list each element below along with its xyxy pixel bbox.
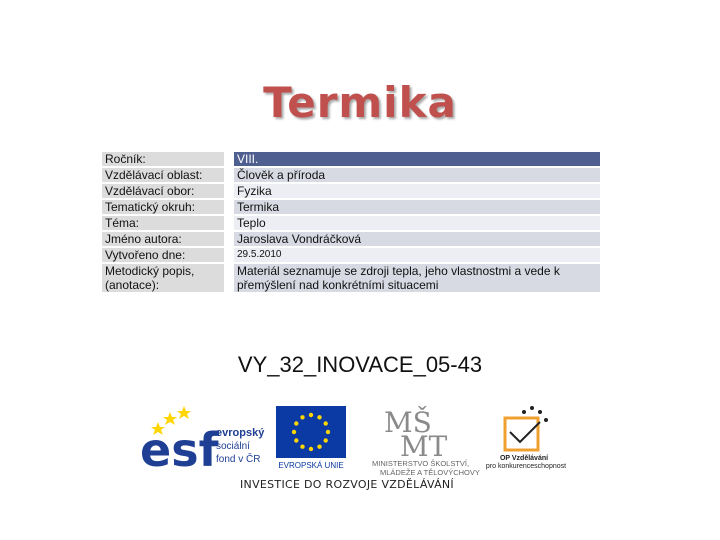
svg-text:esf: esf	[140, 423, 219, 477]
table-row	[102, 232, 600, 246]
material-code: VY_32_INOVACE_05-43	[237, 352, 483, 377]
table-row	[102, 200, 600, 214]
esf-line-3: fond v ČR	[216, 454, 261, 465]
row-value: 29.5.2010	[234, 248, 600, 262]
svg-text:MT: MT	[400, 430, 448, 463]
row-label: Vytvořeno dne:	[102, 248, 224, 262]
op-vzdelavani-logo	[486, 406, 566, 470]
table-row	[102, 216, 600, 230]
table-row	[102, 152, 600, 166]
metadata-table	[102, 150, 600, 294]
table-row	[102, 184, 600, 198]
esf-line-2: sociální	[216, 441, 250, 452]
row-label: Metodický popis, (anotace):	[102, 264, 224, 292]
msmt-line-2: MLÁDEŽE A TĚLOVÝCHOVY	[380, 468, 480, 477]
op-line-2: pro konkurenceschopnost	[485, 463, 567, 470]
row-value: Fyzika	[234, 184, 600, 198]
table-row	[102, 264, 600, 292]
row-label: Vzdělávací obor:	[102, 184, 224, 198]
row-value: VIII.	[234, 152, 600, 166]
table-row	[102, 248, 600, 262]
eu-label: EVROPSKÁ UNIE	[278, 461, 344, 470]
row-value: Jaroslava Vondráčková	[234, 232, 600, 246]
table-row	[102, 168, 600, 182]
row-value: Teplo	[234, 216, 600, 230]
row-value: Materiál seznamuje se zdroji tepla, jeho vlastnostmi a vede k přemýšlení nad konkrétními situacemi	[234, 264, 600, 292]
slide-title: Termika	[263, 78, 457, 127]
op-line-1: OP Vzdělávání	[499, 455, 549, 462]
eu-flag-logo	[276, 406, 346, 470]
row-value: Termika	[234, 200, 600, 214]
logos-strip	[0, 400, 720, 480]
row-label: Ročník:	[102, 152, 224, 166]
row-label: Tematický okruh:	[102, 200, 224, 214]
row-label: Téma:	[102, 216, 224, 230]
esf-logo	[140, 406, 265, 477]
svg-text:MŠ: MŠ	[384, 406, 432, 439]
row-label: Jméno autora:	[102, 232, 224, 246]
msmt-line-1: MINISTERSTVO ŠKOLSTVÍ,	[372, 459, 470, 468]
row-label: Vzdělávací oblast:	[102, 168, 224, 182]
row-value: Člověk a příroda	[234, 168, 600, 182]
footer-text: INVESTICE DO ROZVOJE VZDĚLÁVÁNÍ	[240, 478, 454, 491]
esf-line-1: evropský	[216, 427, 265, 439]
msmt-logo	[372, 405, 480, 477]
